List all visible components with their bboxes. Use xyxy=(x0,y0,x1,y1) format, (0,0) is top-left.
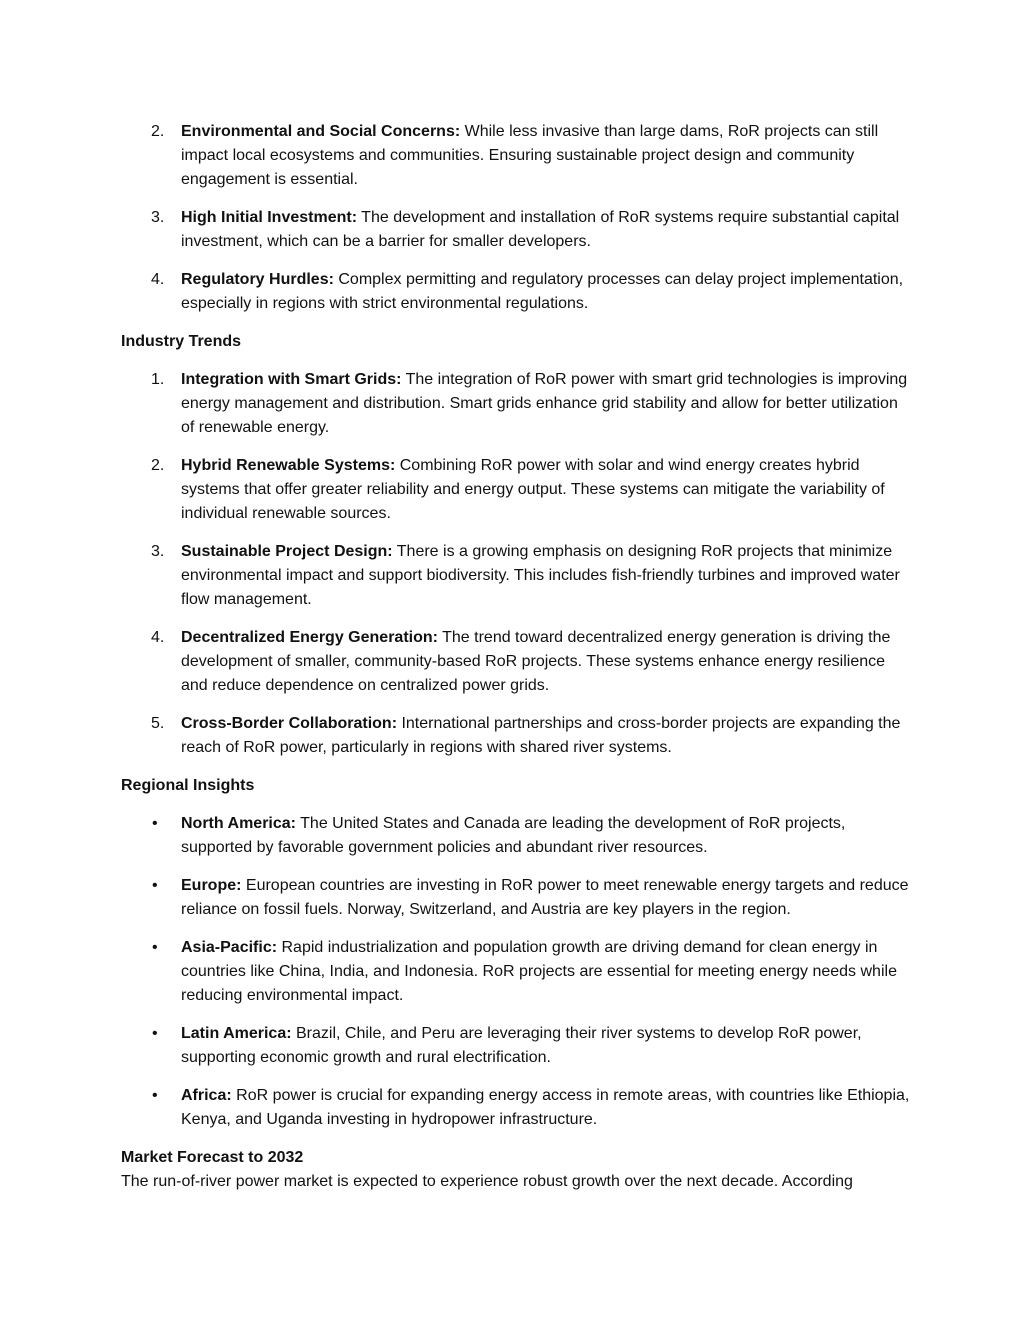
item-term: Integration with Smart Grids: xyxy=(181,371,402,388)
item-term: Africa: xyxy=(181,1087,232,1104)
challenges-list xyxy=(121,120,911,316)
list-item xyxy=(121,268,911,316)
list-number: 2. xyxy=(151,457,165,474)
list-number: 5. xyxy=(151,715,165,732)
section-heading-market-forecast: Market Forecast to 2032 xyxy=(121,1149,304,1166)
list-number: 3. xyxy=(151,543,165,560)
list-number: 4. xyxy=(151,271,165,288)
list-number: 1. xyxy=(151,371,165,388)
list-item xyxy=(121,874,911,922)
item-term: Hybrid Renewable Systems: xyxy=(181,457,396,474)
market-forecast-paragraph: The run-of-river power market is expected to experience robust growth over the next decade. According xyxy=(121,1173,853,1190)
list-item xyxy=(121,540,911,612)
bullet-icon: • xyxy=(152,877,158,894)
item-text: RoR power is crucial for expanding energy access in remote areas, with countries like Ethiopia, Kenya, and Uganda investing in hydropower infrastructure. xyxy=(181,1087,910,1128)
bullet-icon: • xyxy=(152,1087,158,1104)
item-text: International partnerships and cross-border projects are expanding the reach of RoR power, particularly in regions with shared river systems. xyxy=(181,715,901,756)
regional-insights-list xyxy=(121,812,911,1132)
item-term: North America: xyxy=(181,815,296,832)
list-item xyxy=(121,712,911,760)
item-text: While less invasive than large dams, RoR projects can still impact local ecosystems and communities. Ensuring sustainable project design and community engagement is essential. xyxy=(181,123,879,188)
list-item xyxy=(121,206,911,254)
item-text: There is a growing emphasis on designing RoR projects that minimize environmental impact and support biodiversity. This includes fish-friendly turbines and improved water flow management. xyxy=(181,543,900,608)
item-term: Latin America: xyxy=(181,1025,292,1042)
list-item xyxy=(121,1022,911,1070)
item-text: The United States and Canada are leading the development of RoR projects, supported by favorable government policies and abundant river resources. xyxy=(181,815,846,856)
bullet-icon: • xyxy=(152,815,158,832)
item-text: The trend toward decentralized energy generation is driving the development of smaller, community-based RoR projects. These systems enhance energy resilience and reduce dependence on centralized power grids. xyxy=(181,629,891,694)
item-term: Environmental and Social Concerns: xyxy=(181,123,461,140)
document-content xyxy=(121,120,911,1194)
item-term: Sustainable Project Design: xyxy=(181,543,393,560)
list-number: 2. xyxy=(151,123,165,140)
item-text: Combining RoR power with solar and wind energy creates hybrid systems that offer greater reliability and energy output. These systems can mitigate the variability of individual renewable sources. xyxy=(181,457,885,522)
list-item xyxy=(121,120,911,192)
list-item xyxy=(121,454,911,526)
list-number: 4. xyxy=(151,629,165,646)
list-item xyxy=(121,368,911,440)
item-text: Complex permitting and regulatory processes can delay project implementation, especially in regions with strict environmental regulations. xyxy=(181,271,904,312)
item-text: European countries are investing in RoR power to meet renewable energy targets and reduce reliance on fossil fuels. Norway, Switzerland, and Austria are key players in the region. xyxy=(181,877,909,918)
list-item xyxy=(121,626,911,698)
item-term: Asia-Pacific: xyxy=(181,939,278,956)
list-item xyxy=(121,812,911,860)
item-term: Decentralized Energy Generation: xyxy=(181,629,438,646)
bullet-icon: • xyxy=(152,1025,158,1042)
item-term: Regulatory Hurdles: xyxy=(181,271,334,288)
item-text: The development and installation of RoR systems require substantial capital investment, which can be a barrier for smaller developers. xyxy=(181,209,900,250)
section-heading-regional-insights: Regional Insights xyxy=(121,777,255,794)
item-text: Rapid industrialization and population growth are driving demand for clean energy in countries like China, India, and Indonesia. RoR projects are essential for meeting energy needs while reducing environmental impact. xyxy=(181,939,897,1004)
section-heading-industry-trends: Industry Trends xyxy=(121,333,242,350)
item-text: The integration of RoR power with smart grid technologies is improving energy management and distribution. Smart grids enhance grid stability and allow for better utilization of renewable energy. xyxy=(181,371,908,436)
industry-trends-list xyxy=(121,368,911,760)
list-item xyxy=(121,936,911,1008)
item-term: Cross-Border Collaboration: xyxy=(181,715,398,732)
item-term: Europe: xyxy=(181,877,242,894)
list-number: 3. xyxy=(151,209,165,226)
item-text: Brazil, Chile, and Peru are leveraging their river systems to develop RoR power, supporting economic growth and rural electrification. xyxy=(181,1025,862,1066)
list-item xyxy=(121,1084,911,1132)
bullet-icon: • xyxy=(152,939,158,956)
item-term: High Initial Investment: xyxy=(181,209,358,226)
